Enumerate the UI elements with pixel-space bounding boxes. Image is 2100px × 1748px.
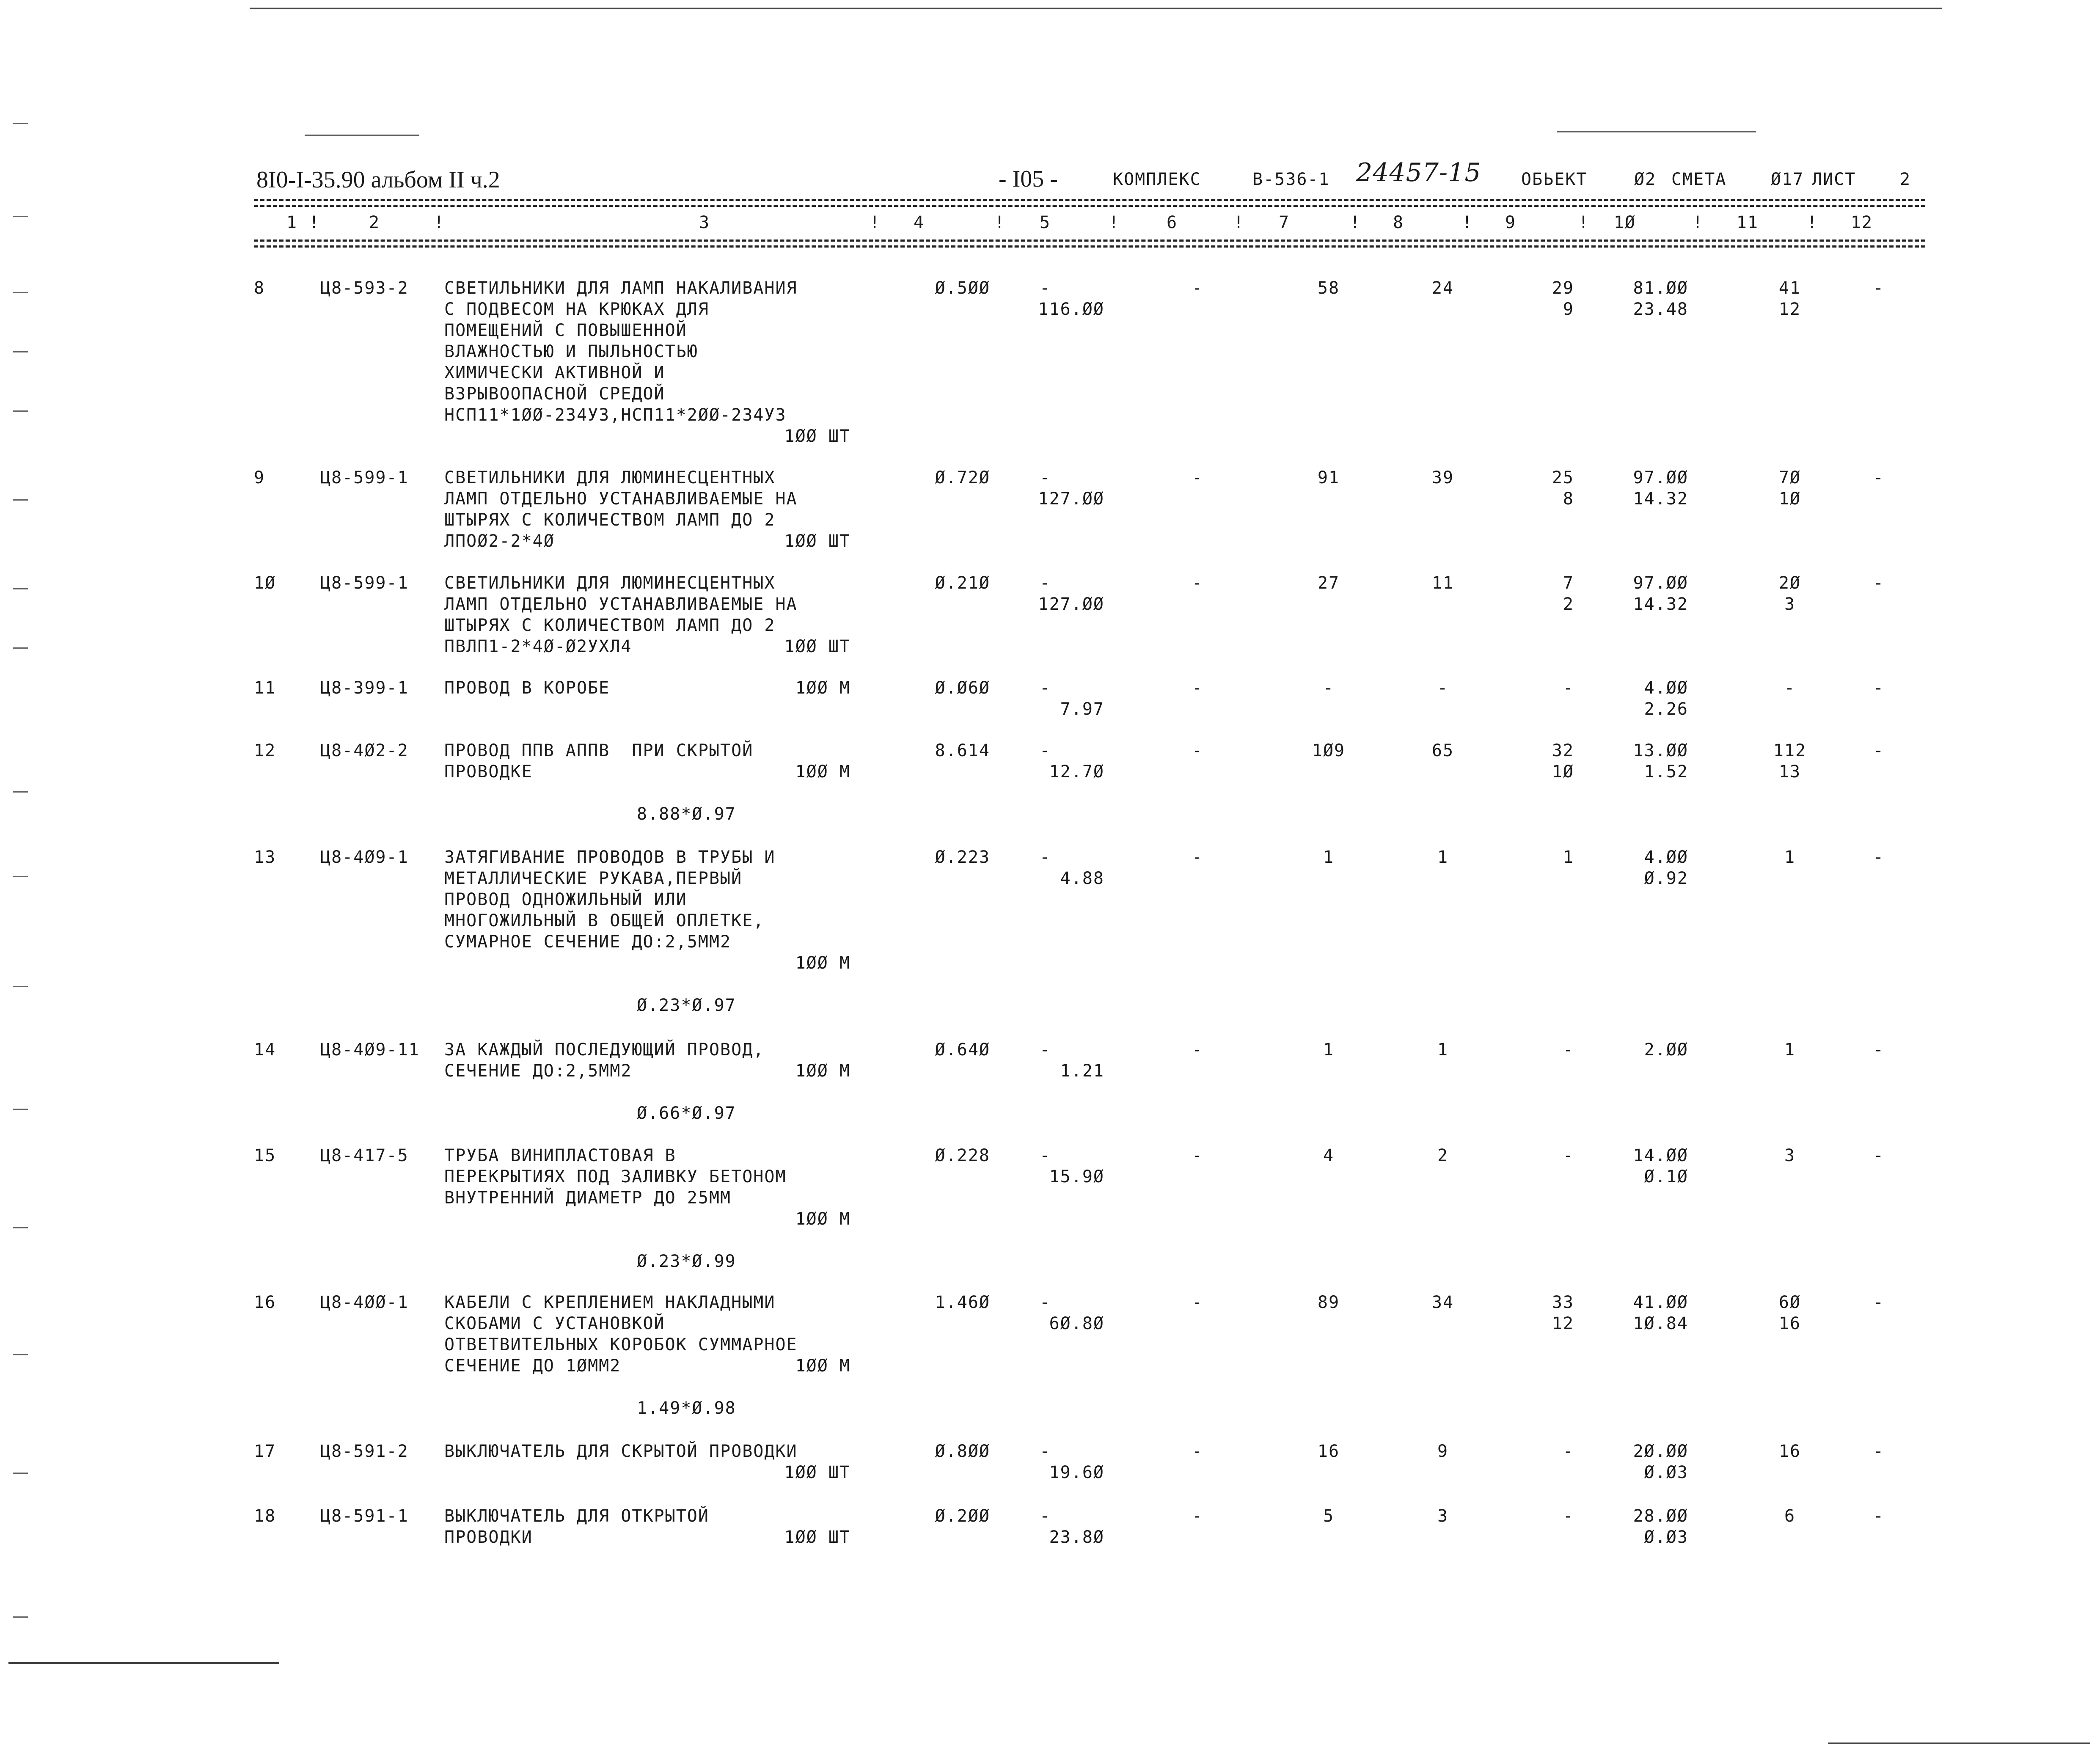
row-description-line: МНОГОЖИЛЬНЫЙ В ОБЩЕЙ ОПЛЕТКЕ, [444, 911, 765, 930]
row-description-line: СВЕТИЛЬНИКИ ДЛЯ ЛАМП НАКАЛИВАНИЯ [444, 278, 798, 298]
row-description-line: ВЗРЫВООПАСНОЙ СРЕДОЙ [444, 384, 665, 404]
row-col5-dash: - [1039, 678, 1051, 698]
row-col10: 97.ØØ [1633, 573, 1688, 593]
margin-scan-mark [13, 123, 28, 124]
row-description-line: СВЕТИЛЬНИКИ ДЛЯ ЛЮМИНЕСЦЕНТНЫХ [444, 468, 776, 487]
row-description-line: С ПОДВЕСОМ НА КРЮКАХ ДЛЯ [444, 300, 709, 319]
row-description-line: ШТЫРЯХ С КОЛИЧЕСТВОМ ЛАМП ДО 2 [444, 510, 776, 530]
row-quantity: Ø.21Ø [935, 573, 990, 593]
row-col7: 16 [1317, 1442, 1340, 1461]
row-quantity: Ø.228 [935, 1146, 990, 1165]
row-col6: - [1192, 1146, 1203, 1165]
row-col11-sub: 12 [1778, 300, 1801, 319]
row-quantity: Ø.2ØØ [935, 1506, 990, 1526]
row-unit-price: 12.7Ø [1049, 762, 1104, 782]
row-col9-sub: 12 [1552, 1314, 1574, 1333]
row-col9: 7 [1563, 573, 1574, 593]
row-col12: - [1873, 678, 1885, 698]
margin-scan-mark [13, 1354, 28, 1355]
row-description-line: МЕТАЛЛИЧЕСКИЕ РУКАВА,ПЕРВЫЙ [444, 869, 743, 888]
row-code: Ц8-591-2 [320, 1442, 409, 1461]
row-col8: 3 [1437, 1506, 1449, 1526]
column-separator: ! [1462, 213, 1473, 232]
row-description-line: СЕЧЕНИЕ ДО 1ØММ2 [444, 1356, 621, 1376]
row-col10: 13.ØØ [1633, 741, 1688, 760]
row-col6: - [1192, 1293, 1203, 1312]
header-rule-bottom-2 [254, 245, 1925, 248]
row-unit: 1ØØ ШТ [784, 1528, 850, 1547]
row-col7: 1 [1323, 1040, 1335, 1060]
margin-scan-mark [13, 410, 28, 412]
row-code: Ц8-4ØØ-1 [320, 1293, 409, 1312]
row-col5-dash: - [1039, 1442, 1051, 1461]
row-col7: 5 [1323, 1506, 1335, 1526]
row-col7: 89 [1317, 1293, 1340, 1312]
row-col11: 6Ø [1778, 1293, 1801, 1312]
row-quantity: Ø.64Ø [935, 1040, 990, 1060]
row-col8: 1 [1437, 848, 1449, 867]
column-header-3: 3 [699, 213, 710, 232]
row-col10-sub: Ø.Ø3 [1644, 1463, 1688, 1482]
row-unit: 1ØØ ШТ [784, 1463, 850, 1482]
row-col9-sub: 1Ø [1552, 762, 1574, 782]
row-description-line: ЛАМП ОТДЕЛЬНО УСТАНАВЛИВАЕМЫЕ НА [444, 595, 798, 614]
row-code: Ц8-4Ø9-1 [320, 848, 409, 867]
row-col9: 32 [1552, 741, 1574, 760]
margin-scan-mark [13, 647, 28, 649]
row-col8: 11 [1431, 573, 1454, 593]
row-unit-price: 1.21 [1060, 1061, 1104, 1081]
top-faint-mark [1557, 131, 1756, 132]
margin-scan-mark [13, 876, 28, 877]
row-quantity: Ø.8ØØ [935, 1442, 990, 1461]
row-unit-price: 4.88 [1060, 869, 1104, 888]
album-title: 8I0-I-35.90 альбом II ч.2 [256, 167, 500, 193]
row-col10-sub: Ø.Ø3 [1644, 1528, 1688, 1547]
row-col6: - [1192, 1442, 1203, 1461]
smeta-label: СМЕТА [1671, 170, 1727, 189]
margin-scan-mark [13, 1227, 28, 1228]
row-unit-price: 7.97 [1060, 699, 1104, 719]
row-col9-sub: 8 [1563, 489, 1574, 509]
row-col11: 6 [1784, 1506, 1796, 1526]
row-col9: 29 [1552, 278, 1574, 298]
row-col5-dash: - [1039, 741, 1051, 760]
row-unit-price: 15.9Ø [1049, 1167, 1104, 1186]
row-col10-sub: Ø.92 [1644, 869, 1688, 888]
row-col5-dash: - [1039, 1293, 1051, 1312]
row-number: 15 [254, 1146, 276, 1165]
row-col10-sub: Ø.1Ø [1644, 1167, 1688, 1186]
complex-label: КОМПЛЕКС [1113, 170, 1201, 189]
row-col7: 58 [1317, 278, 1340, 298]
row-col7: 27 [1317, 573, 1340, 593]
row-col10-sub: 2.26 [1644, 699, 1688, 719]
column-header-12: 12 [1850, 213, 1873, 232]
margin-scan-mark [13, 791, 28, 793]
row-col12: - [1873, 1146, 1885, 1165]
row-col6: - [1192, 848, 1203, 867]
row-col8: 2 [1437, 1146, 1449, 1165]
row-col10: 4.ØØ [1644, 848, 1688, 867]
row-unit: 1ØØ М [795, 678, 850, 698]
row-col12: - [1873, 848, 1885, 867]
row-col9: - [1563, 1442, 1574, 1461]
column-separator: ! [870, 213, 881, 232]
row-col11: 3 [1784, 1146, 1796, 1165]
column-header-10: 1Ø [1613, 213, 1636, 232]
row-number: 17 [254, 1442, 276, 1461]
row-col12: - [1873, 1506, 1885, 1526]
row-col11: 112 [1773, 741, 1807, 760]
row-col11-sub: 13 [1778, 762, 1801, 782]
row-col11: 1 [1784, 848, 1796, 867]
row-unit: 1ØØ ШТ [784, 637, 850, 656]
column-header-1: 1 [286, 213, 298, 232]
row-unit-price: 6Ø.8Ø [1049, 1314, 1104, 1333]
row-col6: - [1192, 278, 1203, 298]
row-formula: 8.88*Ø.97 [637, 804, 736, 824]
row-col10: 28.ØØ [1633, 1506, 1688, 1526]
object-number: Ø2 [1634, 170, 1657, 189]
row-description-line: ВНУТРЕННИЙ ДИАМЕТР ДО 25ММ [444, 1188, 732, 1208]
row-description-line: СЕЧЕНИЕ ДО:2,5ММ2 [444, 1061, 632, 1081]
row-description-line: ВЛАЖНОСТЬЮ И ПЫЛЬНОСТЬЮ [444, 342, 698, 361]
margin-scan-mark [13, 986, 28, 987]
row-description-line: ПВЛП1-2*4Ø-Ø2УХЛ4 [444, 637, 632, 656]
column-separator: ! [1578, 213, 1590, 232]
margin-scan-mark [13, 1616, 28, 1618]
row-code: Ц8-593-2 [320, 278, 409, 298]
row-col9-sub: 9 [1563, 300, 1574, 319]
row-col12: - [1873, 1040, 1885, 1060]
row-col5-dash: - [1039, 1040, 1051, 1060]
row-unit: 1ØØ ШТ [784, 427, 850, 446]
row-col11: 2Ø [1778, 573, 1801, 593]
row-code: Ц8-417-5 [320, 1146, 409, 1165]
row-col8: 39 [1431, 468, 1454, 487]
column-separator: ! [434, 213, 445, 232]
row-unit-price: 19.6Ø [1049, 1463, 1104, 1482]
row-unit: 1ØØ ШТ [784, 531, 850, 551]
row-number: 13 [254, 848, 276, 867]
column-header-5: 5 [1039, 213, 1051, 232]
row-description-line: СВЕТИЛЬНИКИ ДЛЯ ЛЮМИНЕСЦЕНТНЫХ [444, 573, 776, 593]
row-col7: - [1323, 678, 1335, 698]
margin-scan-mark [13, 351, 28, 352]
row-formula: Ø.23*Ø.97 [637, 996, 736, 1015]
row-unit: 1ØØ М [795, 1061, 850, 1081]
row-description-line: ТРУБА ВИНИПЛАСТОВАЯ В [444, 1146, 676, 1165]
row-col10-sub: 23.48 [1633, 300, 1688, 319]
row-description-line: ПРОВОД ОДНОЖИЛЬНЫЙ ИЛИ [444, 890, 687, 909]
row-col8: 24 [1431, 278, 1454, 298]
row-unit-price: 116.ØØ [1038, 300, 1104, 319]
row-description-line: ЗА КАЖДЫЙ ПОСЛЕДУЮЩИЙ ПРОВОД, [444, 1040, 765, 1060]
column-header-6: 6 [1166, 213, 1178, 232]
row-col11: 41 [1778, 278, 1801, 298]
row-col11-sub: 16 [1778, 1314, 1801, 1333]
row-col11: 7Ø [1778, 468, 1801, 487]
column-header-7: 7 [1278, 213, 1290, 232]
row-number: 18 [254, 1506, 276, 1526]
row-description-line: КАБЕЛИ С КРЕПЛЕНИЕМ НАКЛАДНЫМИ [444, 1293, 776, 1312]
column-separator: ! [1350, 213, 1361, 232]
row-col11: 1 [1784, 1040, 1796, 1060]
top-faint-mark [305, 135, 419, 136]
row-description-line: ПЕРЕКРЫТИЯХ ПОД ЗАЛИВКУ БЕТОНОМ [444, 1167, 787, 1186]
row-description-line: СУМАРНОЕ СЕЧЕНИЕ ДО:2,5ММ2 [444, 932, 732, 952]
column-header-9: 9 [1505, 213, 1517, 232]
row-description-line: ЗАТЯГИВАНИЕ ПРОВОДОВ В ТРУБЫ И [444, 848, 776, 867]
row-unit-price: 127.ØØ [1038, 595, 1104, 614]
row-code: Ц8-599-1 [320, 573, 409, 593]
row-col5-dash: - [1039, 573, 1051, 593]
row-col8: 65 [1431, 741, 1454, 760]
row-number: 16 [254, 1293, 276, 1312]
row-unit: 1ØØ М [795, 953, 850, 973]
row-formula: Ø.23*Ø.99 [637, 1252, 736, 1271]
column-separator: ! [1693, 213, 1704, 232]
row-col10: 81.ØØ [1633, 278, 1688, 298]
row-col5-dash: - [1039, 468, 1051, 487]
row-unit-price: 127.ØØ [1038, 489, 1104, 509]
row-col8: 9 [1437, 1442, 1449, 1461]
row-col10-sub: 14.32 [1633, 489, 1688, 509]
bottom-scan-edge-left [8, 1662, 279, 1664]
row-col10: 97.ØØ [1633, 468, 1688, 487]
row-description-line: НСП11*1ØØ-234У3,НСП11*2ØØ-234У3 [444, 405, 787, 425]
handwritten-number: 24457-15 [1356, 158, 1481, 187]
row-description-line: ПРОВОД ППВ АППВ ПРИ СКРЫТОЙ [444, 741, 754, 760]
row-quantity: Ø.Ø6Ø [935, 678, 990, 698]
top-scan-edge [250, 8, 1942, 9]
row-description-line: ОТВЕТВИТЕЛЬНЫХ КОРОБОК СУММАРНОЕ [444, 1335, 798, 1354]
row-number: 11 [254, 678, 276, 698]
row-col10-sub: 1.52 [1644, 762, 1688, 782]
smeta-number: Ø17 [1771, 170, 1804, 189]
row-col9: - [1563, 678, 1574, 698]
row-description-line: ПРОВОД В КОРОБЕ [444, 678, 610, 698]
row-col12: - [1873, 278, 1885, 298]
row-col6: - [1192, 468, 1203, 487]
row-col8: 34 [1431, 1293, 1454, 1312]
column-header-8: 8 [1393, 213, 1404, 232]
row-description-line: ШТЫРЯХ С КОЛИЧЕСТВОМ ЛАМП ДО 2 [444, 616, 776, 635]
row-unit: 1ØØ М [795, 1356, 850, 1376]
row-number: 12 [254, 741, 276, 760]
row-col6: - [1192, 1506, 1203, 1526]
row-col9: 33 [1552, 1293, 1574, 1312]
column-separator: ! [1807, 213, 1818, 232]
row-unit: 1ØØ М [795, 1209, 850, 1229]
row-description-line: ЛАМП ОТДЕЛЬНО УСТАНАВЛИВАЕМЫЕ НА [444, 489, 798, 509]
row-formula: 1.49*Ø.98 [637, 1398, 736, 1418]
row-col9: 1 [1563, 848, 1574, 867]
row-unit-price: 23.8Ø [1049, 1528, 1104, 1547]
row-col7: 91 [1317, 468, 1340, 487]
row-description-line: ЛПОØ2-2*4Ø [444, 531, 555, 551]
row-col11: 16 [1778, 1442, 1801, 1461]
row-number: 9 [254, 468, 265, 487]
row-col9: 25 [1552, 468, 1574, 487]
row-col8: - [1437, 678, 1449, 698]
header-rule-top-2 [254, 205, 1925, 207]
column-separator: ! [1109, 213, 1120, 232]
row-col9-sub: 2 [1563, 595, 1574, 614]
column-header-4: 4 [913, 213, 925, 232]
row-col5-dash: - [1039, 1146, 1051, 1165]
row-description-line: ВЫКЛЮЧАТЕЛЬ ДЛЯ ОТКРЫТОЙ [444, 1506, 709, 1526]
margin-scan-mark [13, 216, 28, 217]
row-col12: - [1873, 741, 1885, 760]
row-number: 14 [254, 1040, 276, 1060]
row-col12: - [1873, 1442, 1885, 1461]
row-code: Ц8-399-1 [320, 678, 409, 698]
row-col6: - [1192, 573, 1203, 593]
column-header-2: 2 [369, 213, 380, 232]
row-col10: 2.ØØ [1644, 1040, 1688, 1060]
bottom-scan-edge-right [1828, 1742, 2090, 1744]
row-col11-sub: 3 [1784, 595, 1796, 614]
row-col5-dash: - [1039, 848, 1051, 867]
margin-scan-mark [13, 499, 28, 501]
row-col7: 1Ø9 [1312, 741, 1346, 760]
column-header-11: 11 [1736, 213, 1759, 232]
row-quantity: Ø.223 [935, 848, 990, 867]
row-col10: 14.ØØ [1633, 1146, 1688, 1165]
row-code: Ц8-591-1 [320, 1506, 409, 1526]
row-col11-sub: 1Ø [1778, 489, 1801, 509]
column-separator: ! [1233, 213, 1245, 232]
header-rule-top [254, 199, 1925, 201]
row-quantity: 1.46Ø [935, 1293, 990, 1312]
margin-scan-mark [13, 1473, 28, 1474]
margin-scan-mark [13, 1109, 28, 1110]
row-description-line: ВЫКЛЮЧАТЕЛЬ ДЛЯ СКРЫТОЙ ПРОВОДКИ [444, 1442, 798, 1461]
margin-scan-mark [13, 588, 28, 589]
row-col10-sub: 14.32 [1633, 595, 1688, 614]
row-description-line: ПОМЕЩЕНИЙ С ПОВЫШЕННОЙ [444, 321, 687, 340]
row-number: 1Ø [254, 573, 276, 593]
row-col10-sub: 1Ø.84 [1633, 1314, 1688, 1333]
row-code: Ц8-4Ø2-2 [320, 741, 409, 760]
row-col10: 41.ØØ [1633, 1293, 1688, 1312]
row-number: 8 [254, 278, 265, 298]
row-code: Ц8-599-1 [320, 468, 409, 487]
row-col5-dash: - [1039, 1506, 1051, 1526]
row-code: Ц8-4Ø9-11 [320, 1040, 420, 1060]
row-col6: - [1192, 678, 1203, 698]
row-col7: 4 [1323, 1146, 1335, 1165]
row-quantity: Ø.5ØØ [935, 278, 990, 298]
row-unit: 1ØØ М [795, 762, 850, 782]
sheet-number: 2 [1900, 170, 1911, 189]
row-col6: - [1192, 1040, 1203, 1060]
row-col12: - [1873, 1293, 1885, 1312]
row-description-line: СКОБАМИ С УСТАНОВКОЙ [444, 1314, 665, 1333]
column-separator: ! [309, 213, 320, 232]
margin-scan-mark [13, 292, 28, 293]
row-formula: Ø.66*Ø.97 [637, 1104, 736, 1123]
row-col12: - [1873, 573, 1885, 593]
row-col9: - [1563, 1146, 1574, 1165]
header-rule-bottom [254, 239, 1925, 242]
row-col7: 1 [1323, 848, 1335, 867]
column-separator: ! [994, 213, 1006, 232]
row-col12: - [1873, 468, 1885, 487]
row-col11: - [1784, 678, 1796, 698]
row-description-line: ХИМИЧЕСКИ АКТИВНОЙ И [444, 363, 665, 383]
row-quantity: 8.614 [935, 741, 990, 760]
sheet-label: ЛИСТ [1812, 170, 1856, 189]
row-col9: - [1563, 1040, 1574, 1060]
row-quantity: Ø.72Ø [935, 468, 990, 487]
row-description-line: ПРОВОДКЕ [444, 762, 533, 782]
row-col5-dash: - [1039, 278, 1051, 298]
row-col8: 1 [1437, 1040, 1449, 1060]
object-label: ОБЬЕКТ [1521, 170, 1588, 189]
row-col10: 4.ØØ [1644, 678, 1688, 698]
page-number: - I05 - [999, 166, 1058, 192]
row-description-line: ПРОВОДКИ [444, 1528, 533, 1547]
row-col9: - [1563, 1506, 1574, 1526]
complex-code: В-536-1 [1252, 170, 1330, 189]
row-col10: 2Ø.ØØ [1633, 1442, 1688, 1461]
row-col6: - [1192, 741, 1203, 760]
